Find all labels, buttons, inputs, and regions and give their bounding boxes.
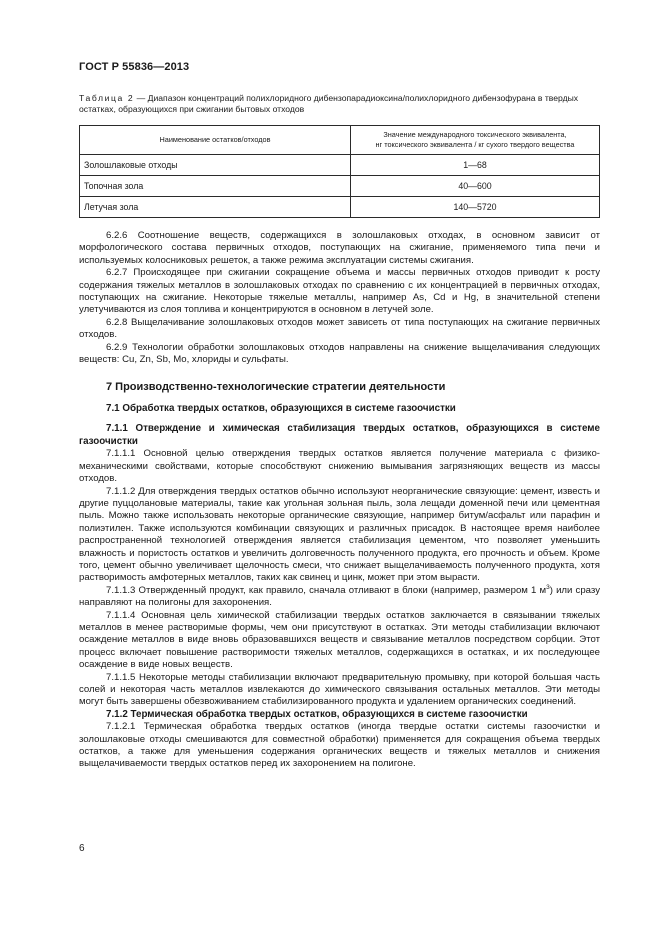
row-name: Топочная зола [80,176,351,197]
row-value: 140—5720 [351,197,600,218]
paragraph-6-2-7: 6.2.7 Происходящее при сжигании сокращение объема и массы первичных отходов приводит к росту содержания тяжелых металлов в золошлаковых отходах по сравнению с их концентрацией в первичных отходах, поступающих на сжигание. Некоторые тяжелые металлы, например As, Cd и Hg, в значительной степени улетучиваются из слоя топлива и концентрируются в основном в летучей золе. [79,267,600,316]
table-caption-text: — Диапазон концентраций полихлоридного дибензопарадиоксина/полихлоридного дибензофурана в твердых остатках, образующихся при сжигании бытовых отходов [79,93,579,114]
body-text [79,230,600,771]
paragraph-6-2-9: 6.2.9 Технологии обработки золошлаковых отходов направлены на снижение выщелачивания следующих веществ: Cu, Zn, Sb, Mo, хлориды и сульфаты. [79,341,600,366]
paragraph-7-1-2-1: 7.1.2.1 Термическая обработка твердых остатков (иногда твердые остатки системы газоочистки и золошлаковые отходы смешиваются для совместной обработки) применяется для сокращения объема твердых остатков, а также для уменьшения содержания органических веществ и тяжелых металлов и снижения выщелачиваемости твердых остатков перед их захоронением на полигоне. [79,721,600,770]
column-header-residue: Наименование остатков/отходов [80,126,351,155]
paragraph-7-1-1-1: 7.1.1.1 Основной целью отверждения твердых остатков является получение материала с физико-механическими свойствами, которые способствуют снижению вымывания загрязняющих веществ из массы отходов. [79,448,600,485]
table-row [80,155,600,176]
table-row [80,176,600,197]
column-header-teq-line1: Значение международного токсического эквивалента, [383,130,567,139]
paragraph-7-1-1-4: 7.1.1.4 Основная цель химической стабилизации твердых остатков заключается в связывании тяжелых металлов в менее растворимые формы, чем они присутствуют в остатках. Эти методы стабилизации включают осаждение металлов в виде вновь образовавшихся веществ и связывание металлов посредством сорбции. Этот процесс включает повышение растворимости тяжелых металлов, содержащихся в остатках, и их последующее осаждение в виде новых веществ. [79,609,600,671]
table-caption [79,93,591,115]
subsection-heading-7-1-1: 7.1.1 Отверждение и химическая стабилизация твердых остатков, образующихся в системе газоочистки [79,423,600,447]
standard-header: ГОСТ Р 55836—2013 [79,61,190,73]
paragraph-7-1-1-3-text: 7.1.1.3 Отвержденный продукт, как правило, сначала отливают в блоки (например, размером 1 м [106,584,547,596]
table-row [80,197,600,218]
row-name: Летучая зола [80,197,351,218]
concentration-table [79,125,600,218]
paragraph-7-1-1-3 [79,585,600,610]
column-header-teq [351,126,600,155]
column-header-teq-line2: нг токсического эквивалента / кг сухого твердого вещества [375,140,575,149]
table-caption-label: Таблица 2 [79,93,135,103]
paragraph-6-2-8: 6.2.8 Выщелачивание золошлаковых отходов может зависеть от типа поступающих на сжигание первичных отходов. [79,316,600,341]
row-value: 1—68 [351,155,600,176]
row-value: 40—600 [351,176,600,197]
paragraph-6-2-6: 6.2.6 Соотношение веществ, содержащихся в золошлаковых отходах, в основном зависит от морфологического состава первичных отходов, поступающих на сжигание, применяемого типа печи и используемых колосниковых решеток, а также режима эксплуатации системы сжигания. [79,230,600,266]
row-name: Золошлаковые отходы [80,155,351,176]
subsection-heading-7-1: 7.1 Обработка твердых остатков, образующихся в системе газоочистки [106,403,456,415]
paragraph-7-1-1-3-end: ) или сразу направляют на полигоны для захоронения. [79,584,600,609]
subsection-heading-7-1-2: 7.1.2 Термическая обработка твердых остатков, образующихся в системе газоочистки [106,708,528,720]
section-heading-7: 7 Производственно-технологические стратегии деятельности [106,381,446,394]
page-number: 6 [79,843,85,854]
table-header-row [80,126,600,155]
paragraph-7-1-1-5: 7.1.1.5 Некоторые методы стабилизации включают предварительную промывку, при которой большая часть солей и некоторая часть металлов извлекаются до химического связывания остальных металлов. Эти методы могут быть завершены обезвоживанием стабилизированного продукта и удалением органических соединений. [79,671,600,708]
superscript-cubic: 3 [546,583,550,591]
paragraph-7-1-1-2: 7.1.1.2 Для отверждения твердых остатков обычно используют неорганические связующие: цемент, известь и другие пуццолановые материалы, такие как угольная зольная пыль, зола лещади доменной печи или цементная пыль. Можно также использовать некоторые органические связующие, например битум/асфальт или парафин и полиэтилен. Также используются комбинации связующих и различных присадок. В настоящее время наиболее распространенной технологией отверждения является стабилизация цементом, что позволяет уменьшить влажность и пористость остатков и увеличить долговечность полученного продукта, его прочность и объем. Кроме того, цемент обычно увеличивает щелочность смеси, что снижает выщелачиваемость полученного продукта, хотя растворимость амфотерных металлов, таких как свинец и цинк, может при этом вырасти. [79,485,600,584]
